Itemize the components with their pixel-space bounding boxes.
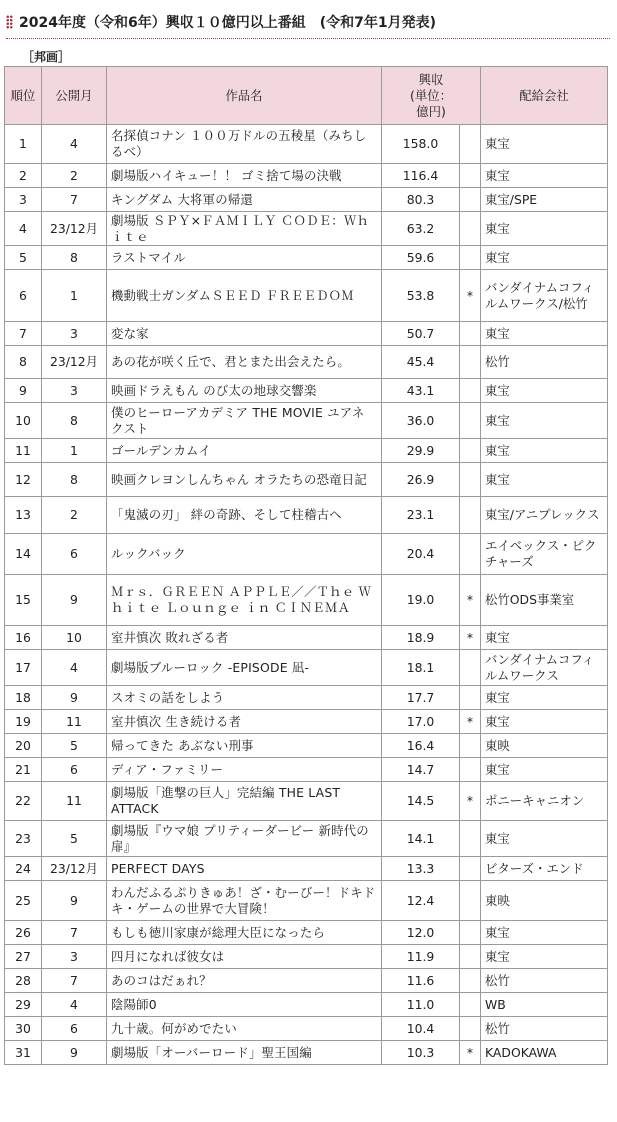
cell-mark: * xyxy=(460,626,481,650)
cell-mark xyxy=(460,921,481,945)
cell-title: ルックバック xyxy=(107,534,382,575)
cell-month: 23/12月 xyxy=(42,346,107,379)
table-row xyxy=(5,626,608,650)
cell-rank: 29 xyxy=(5,993,42,1017)
cell-month: 10 xyxy=(42,626,107,650)
cell-distributor: 東映 xyxy=(481,881,608,921)
header-distributor: 配給会社 xyxy=(481,67,608,125)
cell-distributor: 東宝 xyxy=(481,626,608,650)
cell-distributor: KADOKAWA xyxy=(481,1041,608,1065)
cell-month: 8 xyxy=(42,403,107,439)
cell-month: 5 xyxy=(42,821,107,857)
cell-rank: 16 xyxy=(5,626,42,650)
table-row xyxy=(5,821,608,857)
cell-mark xyxy=(460,857,481,881)
cell-distributor: 松竹ODS事業室 xyxy=(481,575,608,626)
cell-month: 1 xyxy=(42,439,107,463)
cell-distributor: 東宝 xyxy=(481,125,608,164)
cell-month: 1 xyxy=(42,270,107,322)
header-rank: 順位 xyxy=(5,67,42,125)
cell-month: 2 xyxy=(42,164,107,188)
table-row xyxy=(5,322,608,346)
cell-rank: 17 xyxy=(5,650,42,686)
cell-month: 3 xyxy=(42,945,107,969)
cell-mark xyxy=(460,945,481,969)
heading-bar xyxy=(6,6,610,39)
cell-distributor: バンダイナムコフィルムワークス xyxy=(481,650,608,686)
cell-title: 劇場版 ＳＰＹ×ＦＡＭＩＬＹ ＣＯＤＥ：Ｗｈｉｔｅ xyxy=(107,212,382,246)
cell-rank: 30 xyxy=(5,1017,42,1041)
cell-distributor: 東宝 xyxy=(481,164,608,188)
cell-title: あのコはだぁれ？ xyxy=(107,969,382,993)
cell-mark xyxy=(460,734,481,758)
cell-rank: 15 xyxy=(5,575,42,626)
cell-distributor: 松竹 xyxy=(481,346,608,379)
cell-title: ゴールデンカムイ xyxy=(107,439,382,463)
table-row xyxy=(5,650,608,686)
cell-revenue: 36.0 xyxy=(382,403,460,439)
cell-month: 6 xyxy=(42,534,107,575)
cell-revenue: 63.2 xyxy=(382,212,460,246)
cell-distributor: 東宝/SPE xyxy=(481,188,608,212)
cell-rank: 20 xyxy=(5,734,42,758)
cell-month: 6 xyxy=(42,1017,107,1041)
cell-month: 9 xyxy=(42,686,107,710)
cell-title: 「鬼滅の刃」 絆の奇跡、そして柱稽古へ xyxy=(107,497,382,534)
cell-month: 4 xyxy=(42,993,107,1017)
cell-mark xyxy=(460,969,481,993)
table-row xyxy=(5,1017,608,1041)
cell-distributor: 東宝 xyxy=(481,379,608,403)
cell-distributor: エイベックス・ピクチャーズ xyxy=(481,534,608,575)
cell-rank: 18 xyxy=(5,686,42,710)
cell-rank: 26 xyxy=(5,921,42,945)
cell-mark: * xyxy=(460,782,481,821)
cell-rank: 3 xyxy=(5,188,42,212)
cell-rank: 14 xyxy=(5,534,42,575)
table-row xyxy=(5,497,608,534)
cell-month: 23/12月 xyxy=(42,857,107,881)
table-row xyxy=(5,945,608,969)
cell-distributor: 東宝 xyxy=(481,212,608,246)
cell-distributor: 東宝 xyxy=(481,821,608,857)
cell-revenue: 16.4 xyxy=(382,734,460,758)
table-row xyxy=(5,758,608,782)
cell-month: 8 xyxy=(42,463,107,497)
cell-title: ラストマイル xyxy=(107,246,382,270)
cell-title: 僕のヒーローアカデミア THE MOVIE ユアネクスト xyxy=(107,403,382,439)
cell-rank: 23 xyxy=(5,821,42,857)
cell-rank: 27 xyxy=(5,945,42,969)
cell-distributor: 東映 xyxy=(481,734,608,758)
cell-title: 名探偵コナン １００万ドルの五稜星（みちしるべ） xyxy=(107,125,382,164)
table-row xyxy=(5,379,608,403)
cell-rank: 5 xyxy=(5,246,42,270)
table-row xyxy=(5,439,608,463)
table-row xyxy=(5,710,608,734)
table-row xyxy=(5,164,608,188)
header-revenue xyxy=(382,67,481,125)
header-month: 公開月 xyxy=(42,67,107,125)
cell-revenue: 59.6 xyxy=(382,246,460,270)
cell-distributor: 東宝 xyxy=(481,921,608,945)
cell-mark xyxy=(460,379,481,403)
cell-distributor: 松竹 xyxy=(481,1017,608,1041)
cell-revenue: 10.4 xyxy=(382,1017,460,1041)
header-title: 作品名 xyxy=(107,67,382,125)
cell-mark xyxy=(460,534,481,575)
cell-revenue: 45.4 xyxy=(382,346,460,379)
cell-month: 4 xyxy=(42,650,107,686)
cell-rank: 21 xyxy=(5,758,42,782)
table-row xyxy=(5,782,608,821)
cell-mark xyxy=(460,125,481,164)
cell-month: 11 xyxy=(42,710,107,734)
table-row xyxy=(5,857,608,881)
cell-revenue: 53.8 xyxy=(382,270,460,322)
cell-revenue: 26.9 xyxy=(382,463,460,497)
cell-mark xyxy=(460,463,481,497)
cell-distributor: 東宝 xyxy=(481,322,608,346)
cell-mark xyxy=(460,650,481,686)
cell-mark xyxy=(460,346,481,379)
cell-month: 4 xyxy=(42,125,107,164)
table-row xyxy=(5,125,608,164)
table-row xyxy=(5,270,608,322)
cell-month: 9 xyxy=(42,575,107,626)
cell-mark xyxy=(460,439,481,463)
page-title: 2024年度（令和6年）興収１０億円以上番組 (令和7年1月発表) xyxy=(19,15,436,31)
cell-month: 7 xyxy=(42,921,107,945)
cell-revenue: 80.3 xyxy=(382,188,460,212)
cell-rank: 19 xyxy=(5,710,42,734)
cell-revenue: 11.0 xyxy=(382,993,460,1017)
cell-mark xyxy=(460,821,481,857)
table-row xyxy=(5,575,608,626)
cell-rank: 25 xyxy=(5,881,42,921)
cell-mark xyxy=(460,881,481,921)
cell-mark xyxy=(460,993,481,1017)
cell-month: 3 xyxy=(42,379,107,403)
cell-revenue: 20.4 xyxy=(382,534,460,575)
cell-title: 陰陽師0 xyxy=(107,993,382,1017)
cell-revenue: 12.0 xyxy=(382,921,460,945)
cell-revenue: 19.0 xyxy=(382,575,460,626)
cell-mark xyxy=(460,497,481,534)
cell-distributor: 松竹 xyxy=(481,969,608,993)
cell-month: 5 xyxy=(42,734,107,758)
cell-rank: 9 xyxy=(5,379,42,403)
cell-distributor: 東宝 xyxy=(481,439,608,463)
cell-distributor: 東宝 xyxy=(481,710,608,734)
cell-rank: 4 xyxy=(5,212,42,246)
cell-revenue: 11.6 xyxy=(382,969,460,993)
cell-title: もしも徳川家康が総理大臣になったら xyxy=(107,921,382,945)
cell-distributor: 東宝/アニプレックス xyxy=(481,497,608,534)
cell-title: PERFECT DAYS xyxy=(107,857,382,881)
cell-distributor: 東宝 xyxy=(481,246,608,270)
table-row xyxy=(5,463,608,497)
cell-title: 映画クレヨンしんちゃん オラたちの恐竜日記 xyxy=(107,463,382,497)
cell-distributor: 東宝 xyxy=(481,403,608,439)
cell-title: 機動戦士ガンダムＳＥＥＤ ＦＲＥＥＤＯＭ xyxy=(107,270,382,322)
cell-distributor: 東宝 xyxy=(481,463,608,497)
cell-rank: 22 xyxy=(5,782,42,821)
cell-revenue: 17.7 xyxy=(382,686,460,710)
table-row xyxy=(5,246,608,270)
cell-mark xyxy=(460,322,481,346)
cell-revenue: 18.1 xyxy=(382,650,460,686)
cell-mark xyxy=(460,164,481,188)
cell-title: ディア・ファミリー xyxy=(107,758,382,782)
box-office-table xyxy=(4,66,608,1065)
cell-rank: 8 xyxy=(5,346,42,379)
cell-revenue: 14.7 xyxy=(382,758,460,782)
table-header-row xyxy=(5,67,608,125)
cell-distributor: ポニーキャニオン xyxy=(481,782,608,821)
cell-month: 9 xyxy=(42,1041,107,1065)
table-row xyxy=(5,921,608,945)
table-body xyxy=(5,125,608,1065)
table-row xyxy=(5,403,608,439)
cell-title: 劇場版「オーバーロード」聖王国編 xyxy=(107,1041,382,1065)
table-row xyxy=(5,534,608,575)
cell-revenue: 43.1 xyxy=(382,379,460,403)
cell-rank: 13 xyxy=(5,497,42,534)
cell-revenue: 116.4 xyxy=(382,164,460,188)
table-row xyxy=(5,1041,608,1065)
cell-mark: * xyxy=(460,575,481,626)
table-row xyxy=(5,993,608,1017)
cell-month: 23/12月 xyxy=(42,212,107,246)
cell-revenue: 158.0 xyxy=(382,125,460,164)
cell-title: 劇場版ハイキュー！！ ゴミ捨て場の決戦 xyxy=(107,164,382,188)
cell-month: 8 xyxy=(42,246,107,270)
cell-title: わんだふるぷりきゅあ！ざ・むーびー！ドキドキ・ゲームの世界で大冒険！ xyxy=(107,881,382,921)
table-row xyxy=(5,188,608,212)
cell-mark xyxy=(460,188,481,212)
cell-mark xyxy=(460,246,481,270)
cell-month: 9 xyxy=(42,881,107,921)
cell-month: 6 xyxy=(42,758,107,782)
cell-distributor: WB xyxy=(481,993,608,1017)
cell-revenue: 14.5 xyxy=(382,782,460,821)
cell-month: 2 xyxy=(42,497,107,534)
cell-revenue: 12.4 xyxy=(382,881,460,921)
cell-revenue: 13.3 xyxy=(382,857,460,881)
cell-revenue: 10.3 xyxy=(382,1041,460,1065)
cell-rank: 28 xyxy=(5,969,42,993)
cell-title: 室井慎次 敗れざる者 xyxy=(107,626,382,650)
cell-rank: 7 xyxy=(5,322,42,346)
cell-rank: 2 xyxy=(5,164,42,188)
cell-month: 3 xyxy=(42,322,107,346)
cell-title: Ｍｒｓ．ＧＲＥＥＮ ＡＰＰＬＥ／／Ｔｈｅ Ｗｈｉｔｅ Ｌｏｕｎｇｅ ｉｎ ＣＩＮＥＭＡ xyxy=(107,575,382,626)
cell-revenue: 29.9 xyxy=(382,439,460,463)
table-row xyxy=(5,212,608,246)
cell-revenue: 11.9 xyxy=(382,945,460,969)
cell-revenue: 18.9 xyxy=(382,626,460,650)
cell-month: 7 xyxy=(42,969,107,993)
cell-mark: * xyxy=(460,1041,481,1065)
cell-mark xyxy=(460,403,481,439)
cell-revenue: 23.1 xyxy=(382,497,460,534)
cell-distributor: 東宝 xyxy=(481,686,608,710)
table-row xyxy=(5,969,608,993)
cell-title: 劇場版ブルーロック -EPISODE 凪- xyxy=(107,650,382,686)
cell-rank: 12 xyxy=(5,463,42,497)
cell-mark xyxy=(460,212,481,246)
cell-month: 7 xyxy=(42,188,107,212)
cell-distributor: 東宝 xyxy=(481,945,608,969)
cell-title: 劇場版『ウマ娘 プリティーダービー 新時代の扉』 xyxy=(107,821,382,857)
cell-distributor: 東宝 xyxy=(481,758,608,782)
cell-rank: 31 xyxy=(5,1041,42,1065)
cell-mark xyxy=(460,758,481,782)
cell-rank: 11 xyxy=(5,439,42,463)
section-label: ［邦画］ xyxy=(22,50,71,64)
table-row xyxy=(5,734,608,758)
cell-title: 四月になれば彼女は xyxy=(107,945,382,969)
cell-revenue: 50.7 xyxy=(382,322,460,346)
table-row xyxy=(5,686,608,710)
cell-month: 11 xyxy=(42,782,107,821)
table-row xyxy=(5,881,608,921)
cell-title: キングダム 大将軍の帰還 xyxy=(107,188,382,212)
cell-mark: * xyxy=(460,710,481,734)
cell-rank: 1 xyxy=(5,125,42,164)
cell-mark xyxy=(460,1017,481,1041)
cell-title: 劇場版「進撃の巨人」完結編 THE LAST ATTACK xyxy=(107,782,382,821)
table-row xyxy=(5,346,608,379)
cell-title: スオミの話をしよう xyxy=(107,686,382,710)
cell-title: あの花が咲く丘で、君とまた出会えたら。 xyxy=(107,346,382,379)
dotted-bullet-icon xyxy=(6,15,13,29)
cell-title: 室井慎次 生き続ける者 xyxy=(107,710,382,734)
cell-title: 映画ドラえもん のび太の地球交響楽 xyxy=(107,379,382,403)
cell-revenue: 14.1 xyxy=(382,821,460,857)
cell-rank: 24 xyxy=(5,857,42,881)
cell-title: 変な家 xyxy=(107,322,382,346)
header-revenue-text: 興収 (単位： 億円) xyxy=(410,71,453,119)
cell-distributor: バンダイナムコフィルムワークス/松竹 xyxy=(481,270,608,322)
cell-mark xyxy=(460,686,481,710)
cell-mark: * xyxy=(460,270,481,322)
cell-title: 九十歳。何がめでたい xyxy=(107,1017,382,1041)
cell-rank: 10 xyxy=(5,403,42,439)
cell-title: 帰ってきた あぶない刑事 xyxy=(107,734,382,758)
cell-distributor: ビターズ・エンド xyxy=(481,857,608,881)
cell-revenue: 17.0 xyxy=(382,710,460,734)
cell-rank: 6 xyxy=(5,270,42,322)
